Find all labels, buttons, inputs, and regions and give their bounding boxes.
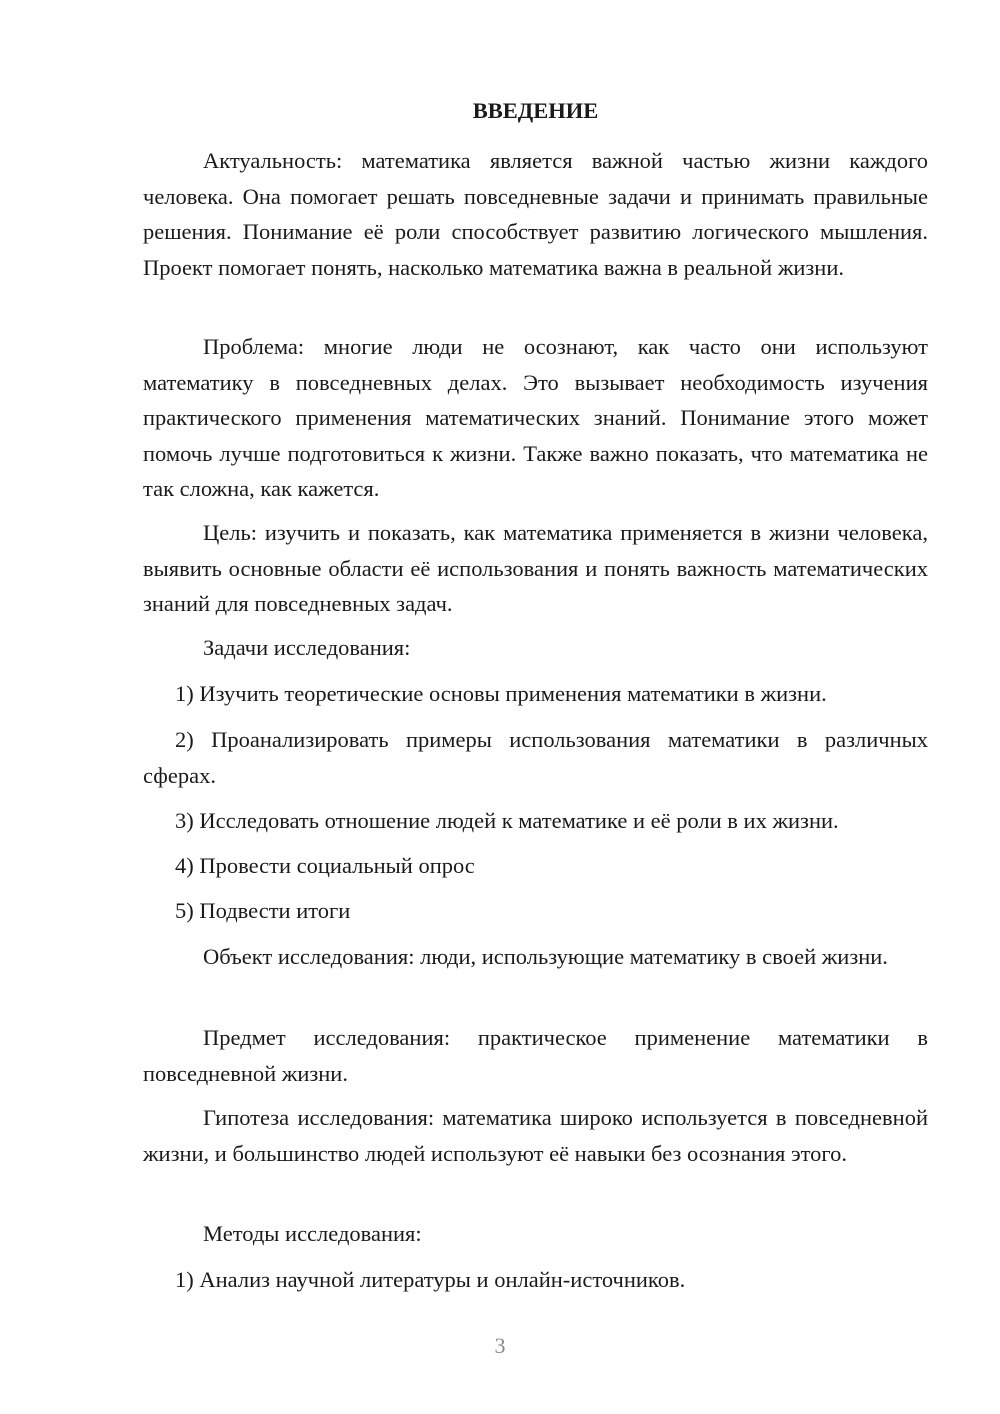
task-item-3: 3) Исследовать отношение людей к математике и её роли в их жизни. — [175, 808, 839, 833]
paragraph-object: Объект исследования: люди, использующие математику в своей жизни. — [203, 944, 888, 969]
method-item-1: 1) Анализ научной литературы и онлайн-источников. — [175, 1267, 686, 1292]
tasks-title: Задачи исследования: — [203, 635, 411, 660]
paragraph-relevance: Актуальность: математика является важной частью жизни каждого человека. Она помогает решать повседневные задачи и принимать правильные решения. Понимание её роли способствует развитию логического мышления. Проект помогает понять, насколько математика важна в реальной жизни. — [143, 148, 928, 280]
task-item-5: 5) Подвести итоги — [175, 898, 351, 923]
methods-title: Методы исследования: — [203, 1221, 422, 1246]
task-item-4: 4) Провести социальный опрос — [175, 853, 475, 878]
paragraph-subject: Предмет исследования: практическое применение математики в повседневной жизни. — [143, 1025, 928, 1086]
task-item-1: 1) Изучить теоретические основы применения математики в жизни. — [175, 681, 827, 706]
page-number: 3 — [494, 1333, 506, 1358]
paragraph-hypothesis: Гипотеза исследования: математика широко используется в повседневной жизни, и большинство людей используют её навыки без осознания этого. — [143, 1105, 928, 1166]
task-item-2: 2) Проанализировать примеры использования математики в различных сферах. — [143, 727, 928, 788]
section-heading: ВВЕДЕНИЕ — [472, 98, 599, 123]
paragraph-problem: Проблема: многие люди не осознают, как часто они используют математику в повседневных делах. Это вызывает необходимость изучения практического применения математических знаний. Понимание этого может помочь лучше подготовиться к жизни. Также важно показать, что математика не так сложна, как кажется. — [143, 334, 928, 501]
paragraph-goal: Цель: изучить и показать, как математика применяется в жизни человека, выявить основные области её использования и понять важность математических знаний для повседневных задач. — [143, 520, 928, 616]
